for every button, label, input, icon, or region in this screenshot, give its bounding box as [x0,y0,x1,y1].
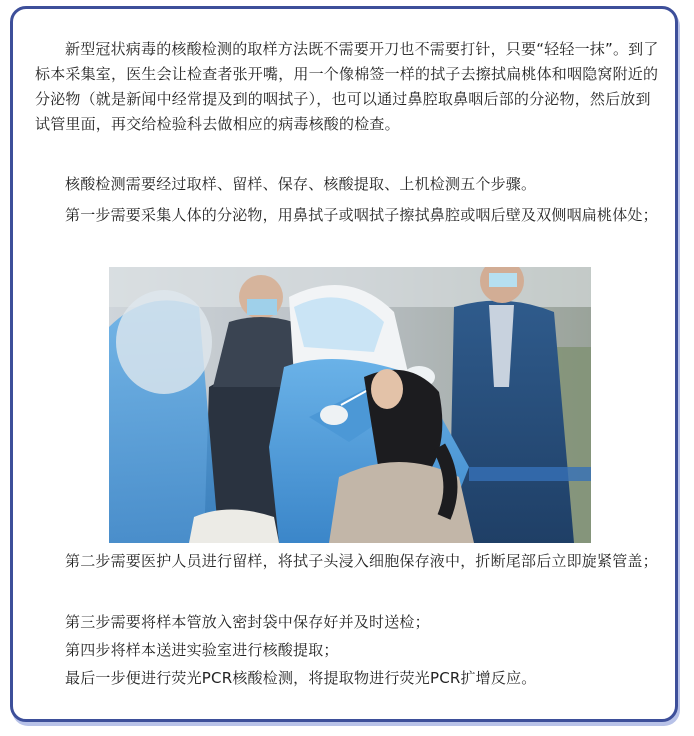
nasal-swab-photo [109,267,591,543]
step3-paragraph: 第三步需要将样本管放入密封袋中保存好并及时送检； [65,613,430,631]
step4-paragraph: 第四步将样本送进实验室进行核酸提取； [65,641,339,659]
step2-paragraph: 第二步需要医护人员进行留样，将拭子头浸入细胞保存液中，折断尾部后立即旋紧管盖； [65,552,658,570]
five-steps-paragraph: 核酸检测需要经过取样、留样、保存、核酸提取、上机检测五个步骤。 [65,175,537,193]
intro-paragraph: 新型冠状病毒的核酸检测的取样方法既不需要开刀也不需要打针，只要“轻轻一抹”。到了标本采集室，医生会让检查者张开嘴，用一个像棉签一样的拭子去擦拭扁桃体和咽隐窝附近的分泌物（就是新闻中经常提及到的咽拭子），也可以通过鼻腔取鼻咽后部的分泌物，然后放到试管里面，再交给检验科去做相应的病毒核酸的检查。 [35,40,659,133]
step5-paragraph: 最后一步便进行荧光PCR核酸检测，将提取物进行荧光PCR扩增反应。 [65,669,537,687]
article-card [10,6,678,722]
step1-paragraph: 第一步需要采集人体的分泌物，用鼻拭子或咽拭子擦拭鼻腔或咽后壁及双侧咽扁桃体处； [65,206,658,224]
